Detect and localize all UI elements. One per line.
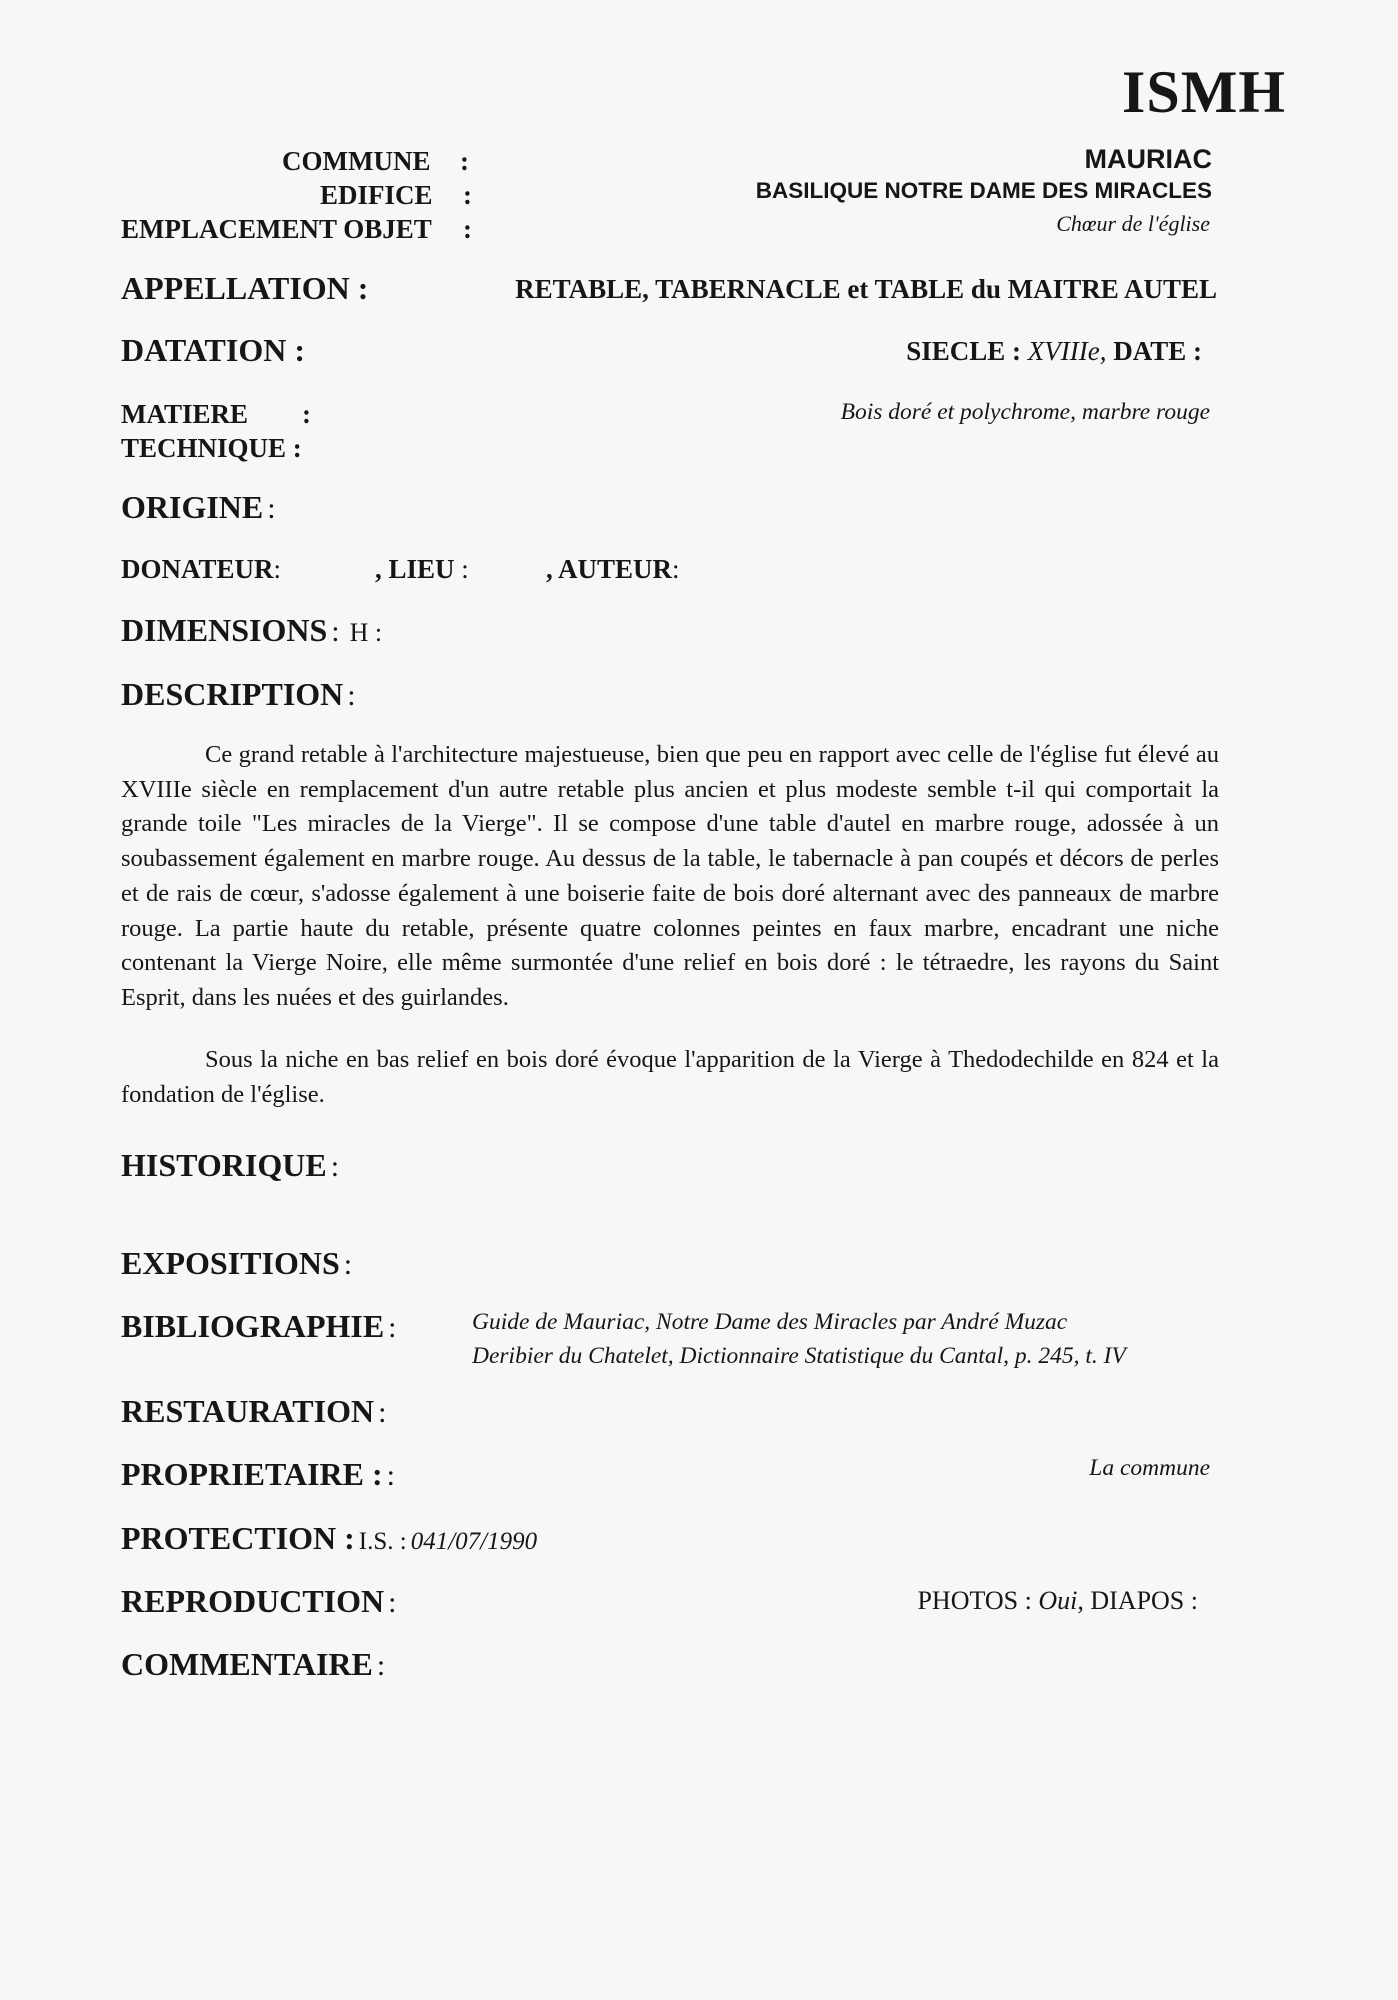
proprietaire-value: La commune xyxy=(1089,1455,1210,1481)
lieu-label: , LIEU xyxy=(375,554,455,584)
historique-label: HISTORIQUE xyxy=(121,1147,327,1183)
commune-value: MAURIAC xyxy=(1084,144,1212,174)
appellation-value: RETABLE, TABERNACLE et TABLE du MAITRE AUTEL xyxy=(515,274,1217,304)
document-code: ISMH xyxy=(1121,59,1286,125)
dimensions-value: H : xyxy=(349,618,383,647)
bibliographie-row xyxy=(121,1308,397,1345)
expositions-label: EXPOSITIONS xyxy=(121,1245,340,1281)
reproduction-row xyxy=(121,1583,396,1620)
bibliographie-line-1: Guide de Mauriac, Notre Dame des Miracles par André Muzac xyxy=(472,1309,1068,1335)
historique-row xyxy=(121,1147,339,1184)
origine-colon: : xyxy=(267,492,276,525)
historique-colon: : xyxy=(330,1150,340,1183)
commune-label: COMMUNE xyxy=(282,146,431,176)
siecle-value: XVIIIe, xyxy=(1027,336,1107,366)
restauration-colon: : xyxy=(378,1396,387,1429)
donateur-colon: : xyxy=(273,554,282,584)
expositions-colon: : xyxy=(343,1248,353,1281)
emplacement-colon: : xyxy=(463,214,472,244)
dimensions-row xyxy=(121,612,382,649)
bibliographie-label: BIBLIOGRAPHIE xyxy=(121,1308,385,1344)
description-text-2: Sous la niche en bas relief en bois doré évoque l'apparition de la Vierge à Thedodechilde en 824 et la fondation de l'église. xyxy=(121,1046,1219,1108)
reproduction-colon: : xyxy=(388,1586,397,1619)
restauration-label: RESTAURATION xyxy=(121,1393,375,1429)
datation-siecle xyxy=(906,336,1202,367)
description-paragraph-2 xyxy=(121,1043,1219,1112)
proprietaire-row xyxy=(121,1456,395,1493)
lieu-row xyxy=(375,554,469,585)
commentaire-colon: : xyxy=(376,1649,386,1682)
datation-label: DATATION : xyxy=(121,332,305,368)
proprietaire-label: PROPRIETAIRE : xyxy=(121,1456,383,1492)
description-label: DESCRIPTION xyxy=(121,676,344,712)
date-label: DATE : xyxy=(1113,336,1202,366)
donateur-row xyxy=(121,554,281,585)
commune-colon: : xyxy=(460,146,469,176)
lieu-colon: : xyxy=(461,554,469,584)
description-colon: : xyxy=(347,679,356,712)
expositions-row xyxy=(121,1245,352,1282)
matiere-value: Bois doré et polychrome, marbre rouge xyxy=(840,399,1210,425)
auteur-label: , AUTEUR xyxy=(546,554,673,584)
dimensions-colon: : xyxy=(331,615,340,648)
commentaire-row xyxy=(121,1646,385,1683)
photos-label: PHOTOS : xyxy=(917,1586,1032,1615)
origine-label: ORIGINE xyxy=(121,489,264,525)
emplacement-label: EMPLACEMENT OBJET xyxy=(121,214,432,244)
protection-is-label: I.S. : xyxy=(358,1528,407,1555)
protection-label: PROTECTION : xyxy=(121,1520,355,1556)
siecle-label: SIECLE : xyxy=(906,336,1022,366)
donateur-label: DONATEUR xyxy=(121,554,274,584)
proprietaire-colon: : xyxy=(386,1459,395,1492)
photos-row xyxy=(917,1586,1198,1616)
commentaire-label: COMMENTAIRE xyxy=(121,1646,373,1682)
auteur-colon: : xyxy=(672,554,680,584)
reproduction-label: REPRODUCTION xyxy=(121,1583,385,1619)
photos-value: Oui, xyxy=(1038,1586,1084,1615)
description-row xyxy=(121,676,356,713)
edifice-value: BASILIQUE NOTRE DAME DES MIRACLES xyxy=(755,178,1212,203)
restauration-row xyxy=(121,1393,386,1430)
dimensions-label: DIMENSIONS xyxy=(121,612,328,648)
emplacement-value: Chœur de l'église xyxy=(1056,211,1210,236)
bibliographie-colon: : xyxy=(388,1311,397,1344)
matiere-label: MATIERE xyxy=(121,399,249,429)
description-text-1: Ce grand retable à l'architecture majestueuse, bien que peu en rapport avec celle de l'église fut élevé au XVIIIe siècle en remplacement d'un autre retable plus ancien et plus modeste semble t-il qui comportait la grande toile "Les miracles de la Vierge". Il se compose d'une table d'autel en marbre rouge, adossée à un soubassement également en marbre rouge. Au dessus de la table, le tabernacle à pan coupés et décors de perles et de rais de cœur, s'adosse également à une boiserie faite de bois doré alternant avec des panneaux de marbre rouge. La partie haute du retable, présente quatre colonnes peintes en faux marbre, encadrant une niche contenant la Vierge Noire, elle même surmontée d'une relief en bois doré : le tétraedre, les rayons du Saint Esprit, dans les nuées et des guirlandes. xyxy=(121,741,1219,1011)
matiere-colon: : xyxy=(302,399,311,429)
appellation-label: APPELLATION : xyxy=(121,270,369,306)
technique-label: TECHNIQUE : xyxy=(121,433,302,463)
auteur-row xyxy=(546,554,680,585)
protection-row xyxy=(121,1520,537,1557)
edifice-colon: : xyxy=(463,180,472,210)
edifice-label: EDIFICE xyxy=(320,180,433,210)
protection-value: 041/07/1990 xyxy=(410,1528,538,1555)
origine-row xyxy=(121,489,276,526)
diapos-label: DIAPOS : xyxy=(1090,1586,1198,1615)
description-paragraph-1 xyxy=(121,738,1219,1016)
bibliographie-line-2: Deribier du Chatelet, Dictionnaire Statistique du Cantal, p. 245, t. IV xyxy=(472,1343,1126,1369)
